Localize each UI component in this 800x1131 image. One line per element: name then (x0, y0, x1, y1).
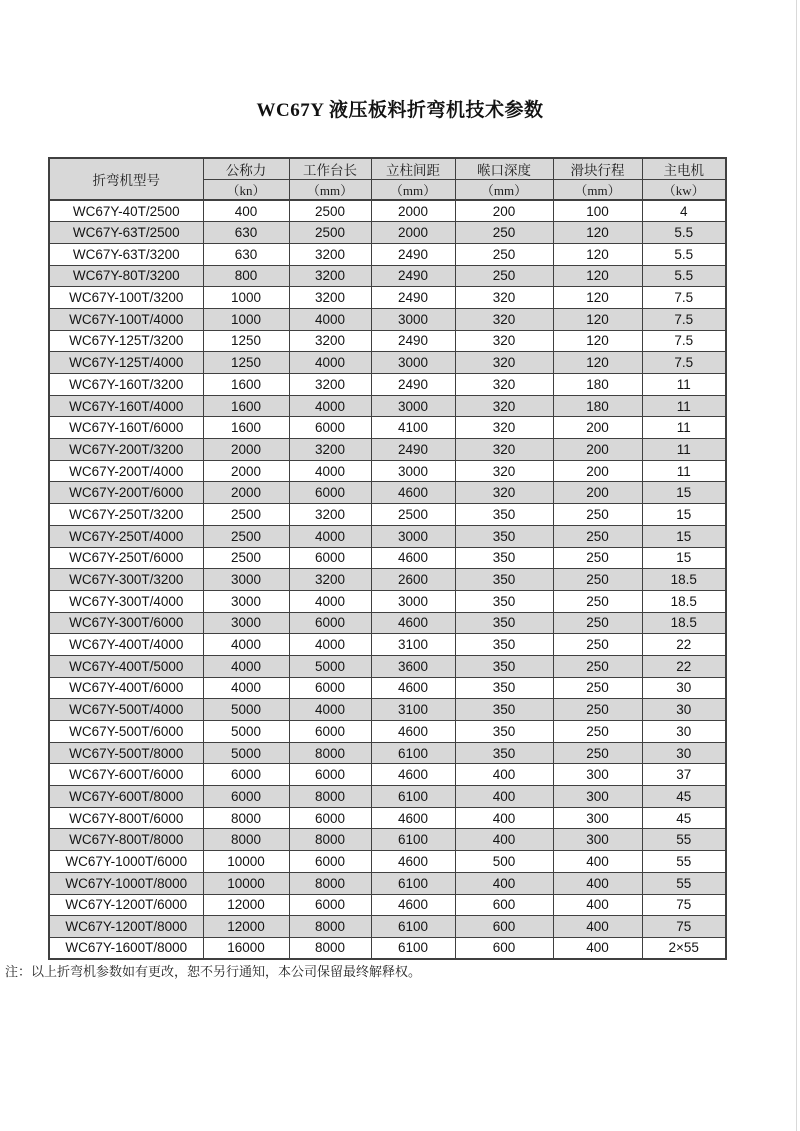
value-cell: 250 (455, 243, 553, 265)
value-cell: 11 (642, 439, 726, 461)
value-cell: 4600 (371, 677, 455, 699)
value-cell: 250 (553, 569, 642, 591)
value-cell: 4000 (289, 525, 371, 547)
table-row (49, 764, 726, 786)
model-cell: WC67Y-160T/4000 (49, 395, 203, 417)
model-cell: WC67Y-1000T/8000 (49, 872, 203, 894)
value-cell: 320 (455, 460, 553, 482)
value-cell: 350 (455, 677, 553, 699)
value-cell: 5000 (289, 655, 371, 677)
value-cell: 2000 (203, 439, 289, 461)
model-cell: WC67Y-300T/3200 (49, 569, 203, 591)
value-cell: 1000 (203, 287, 289, 309)
value-cell: 350 (455, 634, 553, 656)
value-cell: 5000 (203, 721, 289, 743)
table-row (49, 504, 726, 526)
value-cell: 7.5 (642, 352, 726, 374)
model-cell: WC67Y-500T/6000 (49, 721, 203, 743)
value-cell: 2490 (371, 439, 455, 461)
value-cell: 3000 (203, 590, 289, 612)
table-row (49, 937, 726, 959)
value-cell: 55 (642, 851, 726, 873)
column-unit-1: （mm） (289, 180, 371, 201)
value-cell: 6100 (371, 916, 455, 938)
value-cell: 6000 (289, 417, 371, 439)
model-cell: WC67Y-40T/2500 (49, 200, 203, 222)
value-cell: 400 (203, 200, 289, 222)
value-cell: 3200 (289, 265, 371, 287)
value-cell: 1600 (203, 395, 289, 417)
value-cell: 3200 (289, 243, 371, 265)
value-cell: 8000 (203, 807, 289, 829)
value-cell: 1000 (203, 308, 289, 330)
value-cell: 2500 (203, 504, 289, 526)
model-cell: WC67Y-1200T/8000 (49, 916, 203, 938)
value-cell: 4000 (289, 590, 371, 612)
model-cell: WC67Y-63T/2500 (49, 222, 203, 244)
value-cell: 300 (553, 807, 642, 829)
column-header-5: 主电机 (642, 158, 726, 180)
table-row (49, 200, 726, 222)
value-cell: 8000 (289, 872, 371, 894)
value-cell: 55 (642, 829, 726, 851)
table-row (49, 569, 726, 591)
value-cell: 6100 (371, 937, 455, 959)
column-header-model: 折弯机型号 (49, 158, 203, 200)
value-cell: 18.5 (642, 612, 726, 634)
value-cell: 5000 (203, 699, 289, 721)
model-cell: WC67Y-800T/8000 (49, 829, 203, 851)
value-cell: 600 (455, 937, 553, 959)
value-cell: 1250 (203, 352, 289, 374)
value-cell: 250 (553, 504, 642, 526)
page-title: WC67Y 液压板料折弯机技术参数 (256, 100, 544, 121)
value-cell: 320 (455, 374, 553, 396)
value-cell: 2×55 (642, 937, 726, 959)
spec-table-body (49, 200, 726, 959)
value-cell: 3000 (371, 352, 455, 374)
value-cell: 7.5 (642, 308, 726, 330)
value-cell: 2000 (371, 222, 455, 244)
value-cell: 180 (553, 374, 642, 396)
footnote: 注：以上折弯机参数如有更改，恕不另行通知，本公司保留最终解释权。 (5, 964, 422, 979)
value-cell: 8000 (289, 829, 371, 851)
table-row (49, 482, 726, 504)
value-cell: 400 (455, 786, 553, 808)
value-cell: 500 (455, 851, 553, 873)
value-cell: 3000 (371, 395, 455, 417)
column-header-1: 工作台长 (289, 158, 371, 180)
model-cell: WC67Y-80T/3200 (49, 265, 203, 287)
value-cell: 250 (553, 634, 642, 656)
value-cell: 4600 (371, 807, 455, 829)
value-cell: 400 (553, 916, 642, 938)
table-row (49, 699, 726, 721)
model-cell: WC67Y-250T/3200 (49, 504, 203, 526)
model-cell: WC67Y-160T/6000 (49, 417, 203, 439)
value-cell: 3000 (371, 525, 455, 547)
table-row (49, 786, 726, 808)
value-cell: 320 (455, 330, 553, 352)
table-row (49, 287, 726, 309)
table-row (49, 439, 726, 461)
value-cell: 6000 (289, 764, 371, 786)
value-cell: 4000 (289, 308, 371, 330)
model-cell: WC67Y-300T/4000 (49, 590, 203, 612)
value-cell: 2500 (289, 222, 371, 244)
table-row (49, 222, 726, 244)
value-cell: 22 (642, 655, 726, 677)
column-unit-5: （kw） (642, 180, 726, 201)
value-cell: 250 (553, 699, 642, 721)
value-cell: 22 (642, 634, 726, 656)
value-cell: 2490 (371, 330, 455, 352)
value-cell: 6100 (371, 872, 455, 894)
value-cell: 6000 (289, 721, 371, 743)
value-cell: 3200 (289, 330, 371, 352)
value-cell: 2600 (371, 569, 455, 591)
table-row (49, 721, 726, 743)
model-cell: WC67Y-160T/3200 (49, 374, 203, 396)
value-cell: 5.5 (642, 243, 726, 265)
value-cell: 800 (203, 265, 289, 287)
value-cell: 18.5 (642, 569, 726, 591)
value-cell: 2500 (289, 200, 371, 222)
value-cell: 15 (642, 482, 726, 504)
value-cell: 1600 (203, 417, 289, 439)
table-row (49, 612, 726, 634)
value-cell: 2490 (371, 243, 455, 265)
value-cell: 2490 (371, 374, 455, 396)
value-cell: 120 (553, 352, 642, 374)
value-cell: 10000 (203, 872, 289, 894)
model-cell: WC67Y-63T/3200 (49, 243, 203, 265)
model-cell: WC67Y-600T/8000 (49, 786, 203, 808)
value-cell: 630 (203, 222, 289, 244)
value-cell: 15 (642, 504, 726, 526)
table-row (49, 525, 726, 547)
model-cell: WC67Y-200T/4000 (49, 460, 203, 482)
table-row (49, 460, 726, 482)
value-cell: 2500 (203, 547, 289, 569)
model-cell: WC67Y-400T/5000 (49, 655, 203, 677)
value-cell: 250 (553, 547, 642, 569)
value-cell: 1600 (203, 374, 289, 396)
value-cell: 350 (455, 590, 553, 612)
model-cell: WC67Y-500T/4000 (49, 699, 203, 721)
value-cell: 4600 (371, 721, 455, 743)
spec-table (48, 157, 727, 960)
table-row (49, 851, 726, 873)
column-unit-3: （mm） (455, 180, 553, 201)
value-cell: 1250 (203, 330, 289, 352)
value-cell: 3000 (371, 308, 455, 330)
value-cell: 350 (455, 504, 553, 526)
value-cell: 200 (553, 439, 642, 461)
value-cell: 200 (553, 460, 642, 482)
value-cell: 55 (642, 872, 726, 894)
column-header-2: 立柱间距 (371, 158, 455, 180)
table-row (49, 243, 726, 265)
value-cell: 350 (455, 699, 553, 721)
value-cell: 350 (455, 525, 553, 547)
value-cell: 2000 (371, 200, 455, 222)
value-cell: 30 (642, 721, 726, 743)
value-cell: 30 (642, 699, 726, 721)
table-row (49, 417, 726, 439)
model-cell: WC67Y-125T/3200 (49, 330, 203, 352)
value-cell: 250 (553, 721, 642, 743)
value-cell: 6000 (203, 786, 289, 808)
value-cell: 3000 (371, 460, 455, 482)
model-cell: WC67Y-200T/6000 (49, 482, 203, 504)
column-header-3: 喉口深度 (455, 158, 553, 180)
value-cell: 4600 (371, 547, 455, 569)
value-cell: 2000 (203, 460, 289, 482)
value-cell: 18.5 (642, 590, 726, 612)
value-cell: 2500 (203, 525, 289, 547)
model-cell: WC67Y-100T/3200 (49, 287, 203, 309)
table-row (49, 265, 726, 287)
value-cell: 12000 (203, 916, 289, 938)
value-cell: 350 (455, 742, 553, 764)
table-row (49, 308, 726, 330)
value-cell: 4000 (203, 677, 289, 699)
value-cell: 4600 (371, 894, 455, 916)
value-cell: 75 (642, 916, 726, 938)
value-cell: 3000 (203, 569, 289, 591)
value-cell: 400 (455, 829, 553, 851)
value-cell: 3100 (371, 634, 455, 656)
value-cell: 320 (455, 352, 553, 374)
value-cell: 7.5 (642, 287, 726, 309)
value-cell: 250 (455, 265, 553, 287)
column-unit-2: （mm） (371, 180, 455, 201)
value-cell: 6100 (371, 829, 455, 851)
value-cell: 11 (642, 374, 726, 396)
value-cell: 120 (553, 287, 642, 309)
value-cell: 100 (553, 200, 642, 222)
value-cell: 600 (455, 894, 553, 916)
value-cell: 5.5 (642, 265, 726, 287)
value-cell: 2490 (371, 265, 455, 287)
model-cell: WC67Y-1000T/6000 (49, 851, 203, 873)
column-header-0: 公称力 (203, 158, 289, 180)
value-cell: 45 (642, 786, 726, 808)
table-row (49, 330, 726, 352)
value-cell: 4100 (371, 417, 455, 439)
value-cell: 320 (455, 395, 553, 417)
value-cell: 11 (642, 395, 726, 417)
spec-table-head (49, 158, 726, 200)
value-cell: 120 (553, 308, 642, 330)
value-cell: 400 (553, 851, 642, 873)
value-cell: 200 (553, 417, 642, 439)
value-cell: 350 (455, 569, 553, 591)
value-cell: 4600 (371, 612, 455, 634)
value-cell: 3200 (289, 287, 371, 309)
model-cell: WC67Y-200T/3200 (49, 439, 203, 461)
value-cell: 6000 (289, 851, 371, 873)
model-cell: WC67Y-500T/8000 (49, 742, 203, 764)
value-cell: 120 (553, 222, 642, 244)
model-cell: WC67Y-125T/4000 (49, 352, 203, 374)
value-cell: 350 (455, 721, 553, 743)
value-cell: 4000 (203, 655, 289, 677)
value-cell: 3000 (203, 612, 289, 634)
value-cell: 11 (642, 460, 726, 482)
value-cell: 5000 (203, 742, 289, 764)
value-cell: 8000 (289, 937, 371, 959)
page-edge-line (796, 0, 797, 1131)
value-cell: 4000 (289, 699, 371, 721)
value-cell: 320 (455, 417, 553, 439)
value-cell: 2490 (371, 287, 455, 309)
value-cell: 320 (455, 482, 553, 504)
model-cell: WC67Y-250T/4000 (49, 525, 203, 547)
value-cell: 250 (553, 525, 642, 547)
value-cell: 200 (455, 200, 553, 222)
model-cell: WC67Y-250T/6000 (49, 547, 203, 569)
value-cell: 400 (553, 937, 642, 959)
value-cell: 30 (642, 742, 726, 764)
value-cell: 6000 (203, 764, 289, 786)
value-cell: 2000 (203, 482, 289, 504)
table-row (49, 677, 726, 699)
value-cell: 3100 (371, 699, 455, 721)
value-cell: 4000 (289, 634, 371, 656)
model-cell: WC67Y-1200T/6000 (49, 894, 203, 916)
value-cell: 300 (553, 829, 642, 851)
table-row (49, 872, 726, 894)
value-cell: 350 (455, 655, 553, 677)
table-row (49, 742, 726, 764)
value-cell: 30 (642, 677, 726, 699)
value-cell: 600 (455, 916, 553, 938)
table-row (49, 829, 726, 851)
column-header-4: 滑块行程 (553, 158, 642, 180)
value-cell: 350 (455, 612, 553, 634)
table-row (49, 655, 726, 677)
column-unit-4: （mm） (553, 180, 642, 201)
table-row (49, 547, 726, 569)
value-cell: 400 (455, 872, 553, 894)
value-cell: 400 (553, 872, 642, 894)
value-cell: 300 (553, 786, 642, 808)
value-cell: 7.5 (642, 330, 726, 352)
value-cell: 6100 (371, 786, 455, 808)
value-cell: 250 (553, 655, 642, 677)
value-cell: 8000 (289, 742, 371, 764)
value-cell: 180 (553, 395, 642, 417)
value-cell: 120 (553, 243, 642, 265)
value-cell: 250 (553, 612, 642, 634)
model-cell: WC67Y-100T/4000 (49, 308, 203, 330)
value-cell: 12000 (203, 894, 289, 916)
value-cell: 4600 (371, 482, 455, 504)
value-cell: 4 (642, 200, 726, 222)
value-cell: 6000 (289, 807, 371, 829)
table-row (49, 634, 726, 656)
table-row (49, 916, 726, 938)
value-cell: 3200 (289, 439, 371, 461)
value-cell: 6000 (289, 482, 371, 504)
value-cell: 15 (642, 547, 726, 569)
column-unit-0: （kn） (203, 180, 289, 201)
model-cell: WC67Y-300T/6000 (49, 612, 203, 634)
value-cell: 300 (553, 764, 642, 786)
value-cell: 11 (642, 417, 726, 439)
value-cell: 320 (455, 308, 553, 330)
value-cell: 8000 (203, 829, 289, 851)
value-cell: 6100 (371, 742, 455, 764)
value-cell: 630 (203, 243, 289, 265)
value-cell: 250 (553, 742, 642, 764)
table-row (49, 807, 726, 829)
value-cell: 4000 (203, 634, 289, 656)
model-cell: WC67Y-400T/4000 (49, 634, 203, 656)
value-cell: 250 (455, 222, 553, 244)
value-cell: 320 (455, 439, 553, 461)
value-cell: 400 (553, 894, 642, 916)
model-cell: WC67Y-800T/6000 (49, 807, 203, 829)
value-cell: 320 (455, 287, 553, 309)
model-cell: WC67Y-400T/6000 (49, 677, 203, 699)
value-cell: 3200 (289, 569, 371, 591)
value-cell: 45 (642, 807, 726, 829)
value-cell: 8000 (289, 916, 371, 938)
table-row (49, 395, 726, 417)
model-cell: WC67Y-600T/6000 (49, 764, 203, 786)
value-cell: 6000 (289, 894, 371, 916)
model-cell: WC67Y-1600T/8000 (49, 937, 203, 959)
value-cell: 4000 (289, 395, 371, 417)
value-cell: 250 (553, 677, 642, 699)
table-row (49, 590, 726, 612)
value-cell: 4600 (371, 764, 455, 786)
value-cell: 3600 (371, 655, 455, 677)
table-row (49, 352, 726, 374)
value-cell: 37 (642, 764, 726, 786)
value-cell: 120 (553, 265, 642, 287)
value-cell: 400 (455, 764, 553, 786)
value-cell: 120 (553, 330, 642, 352)
value-cell: 4000 (289, 460, 371, 482)
value-cell: 15 (642, 525, 726, 547)
value-cell: 250 (553, 590, 642, 612)
value-cell: 10000 (203, 851, 289, 873)
value-cell: 75 (642, 894, 726, 916)
value-cell: 2500 (371, 504, 455, 526)
value-cell: 6000 (289, 612, 371, 634)
value-cell: 4600 (371, 851, 455, 873)
value-cell: 350 (455, 547, 553, 569)
value-cell: 3200 (289, 504, 371, 526)
value-cell: 3000 (371, 590, 455, 612)
value-cell: 6000 (289, 677, 371, 699)
value-cell: 6000 (289, 547, 371, 569)
value-cell: 3200 (289, 374, 371, 396)
value-cell: 4000 (289, 352, 371, 374)
value-cell: 16000 (203, 937, 289, 959)
value-cell: 8000 (289, 786, 371, 808)
value-cell: 400 (455, 807, 553, 829)
table-row (49, 894, 726, 916)
value-cell: 5.5 (642, 222, 726, 244)
table-row (49, 374, 726, 396)
value-cell: 200 (553, 482, 642, 504)
